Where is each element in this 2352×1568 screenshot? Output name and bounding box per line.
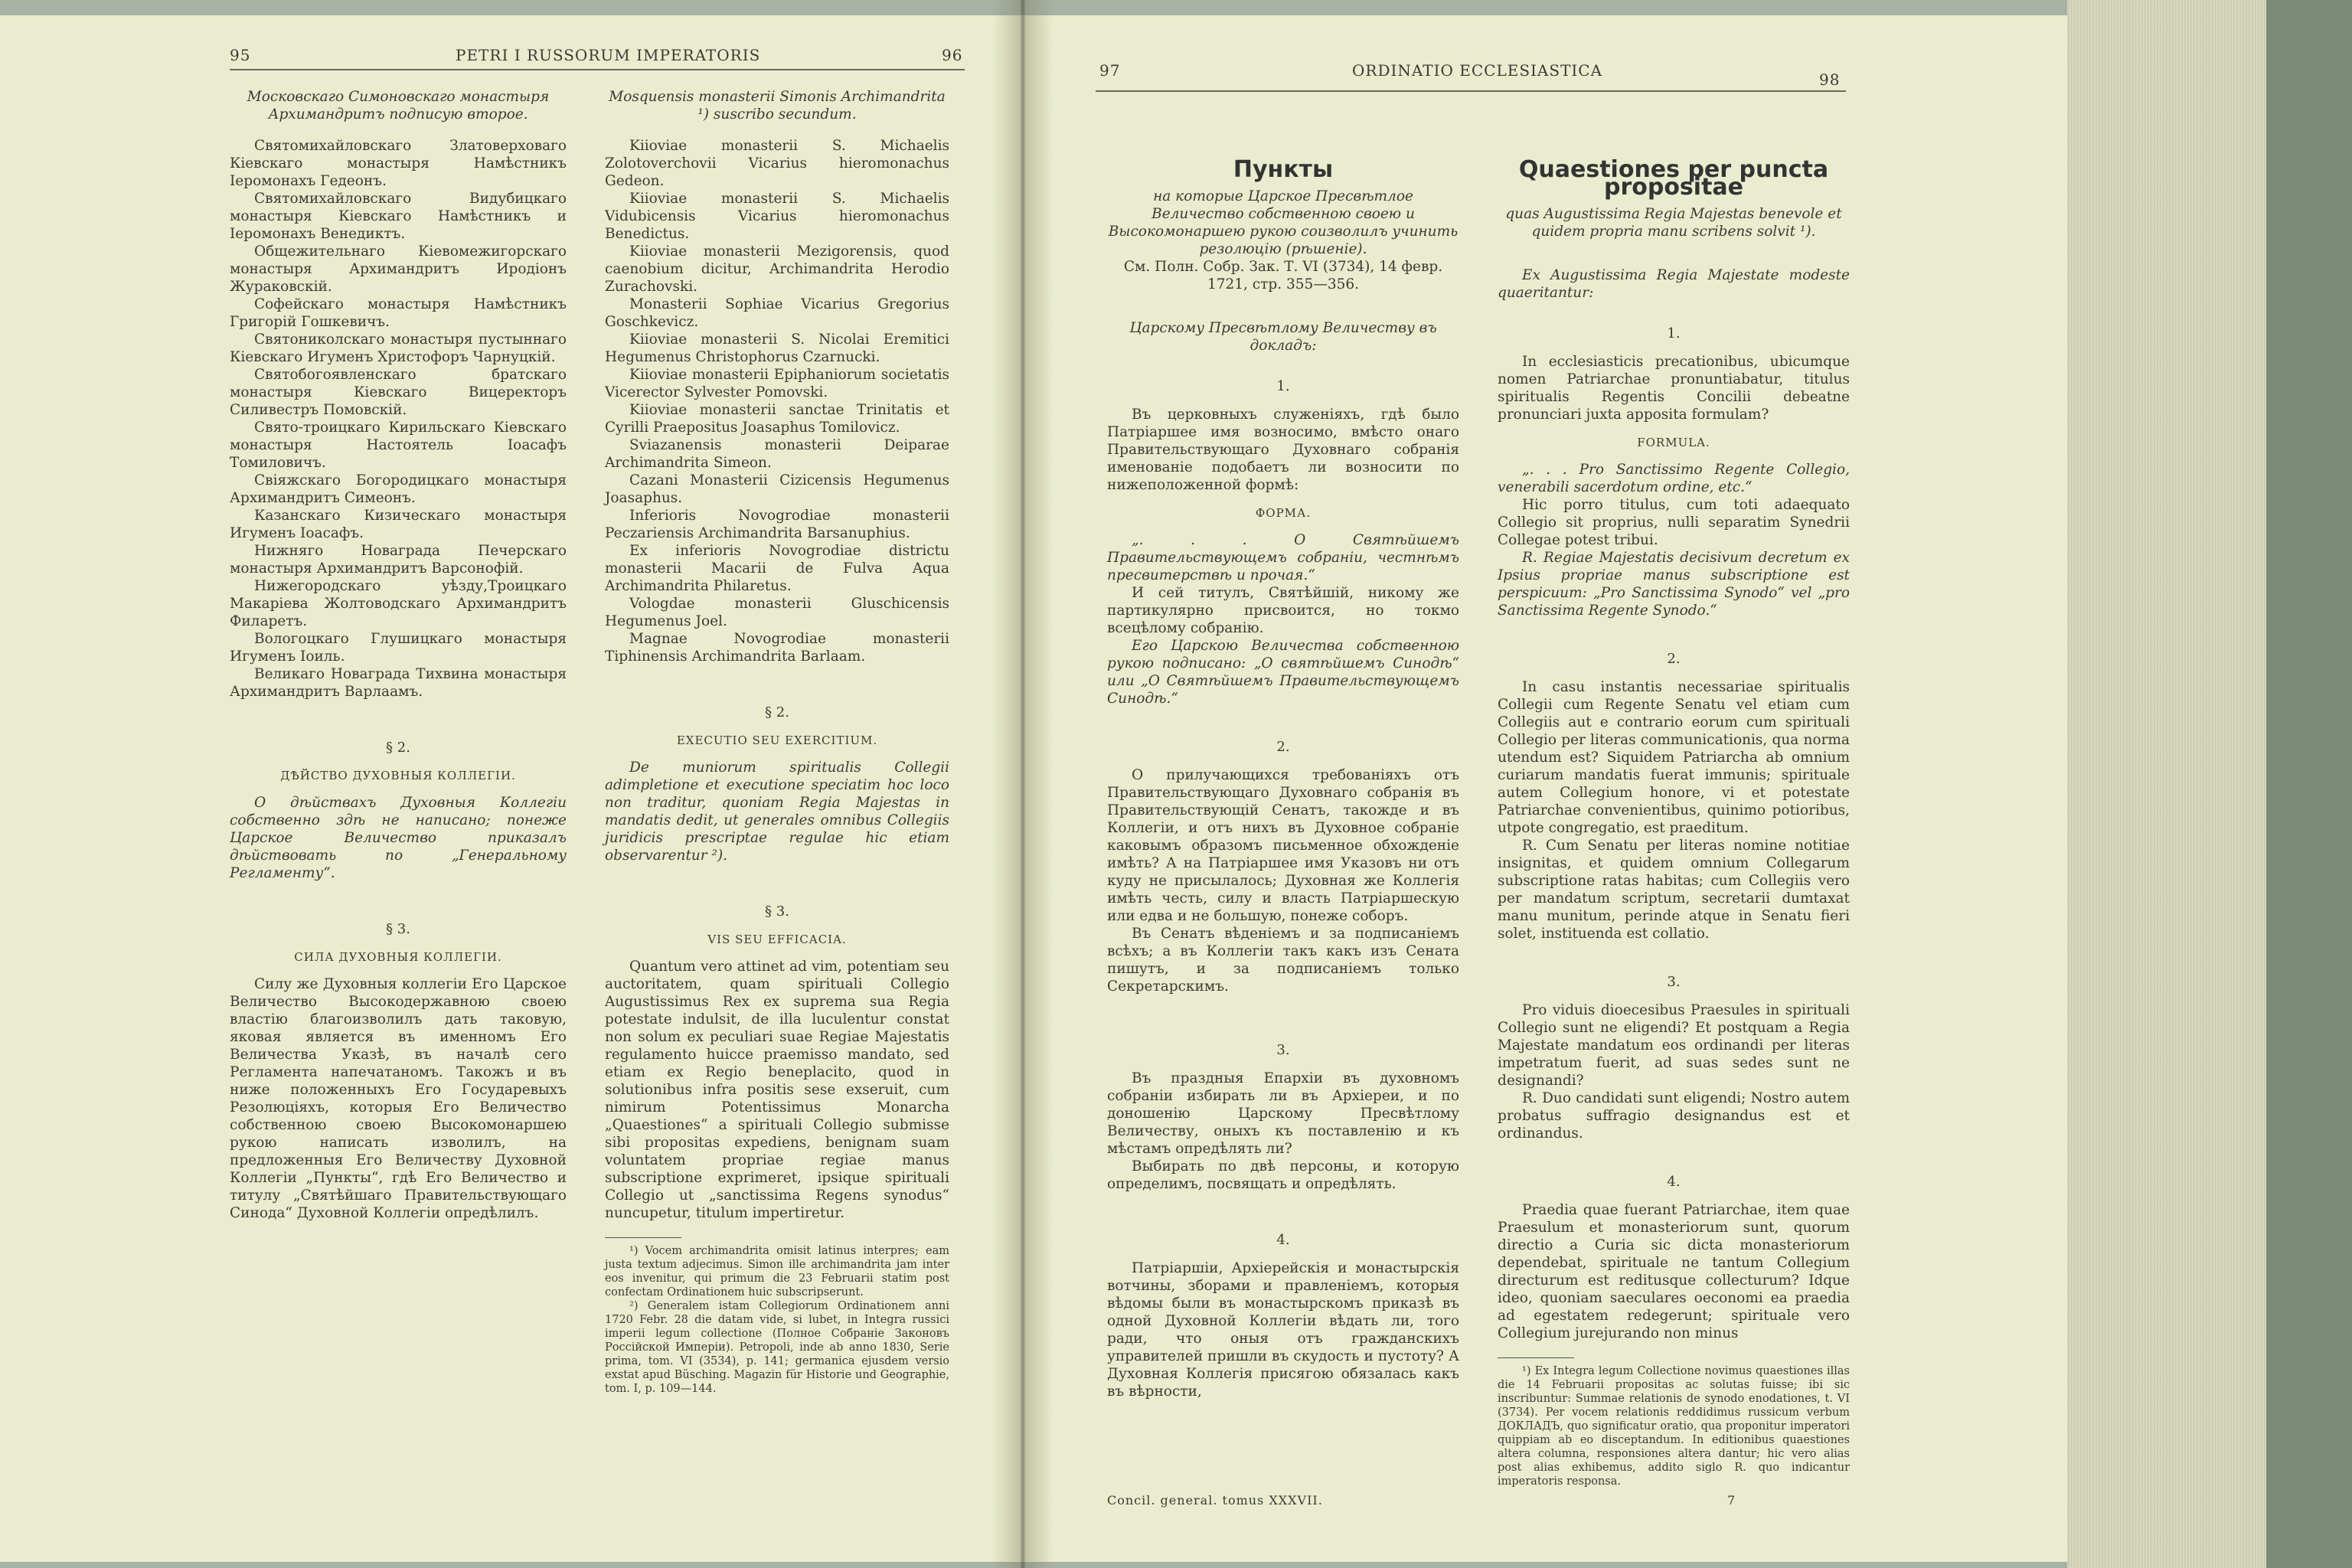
forma-text: „. . . О Святѣйшемъ Правительствующемъ собраніи, честнѣмъ пресвитерствѣ и прочая.“	[1107, 532, 1459, 583]
entry: Kiioviae monasterii S. Michaelis Zolotoverchovii Vicarius hieromonachus Gedeon.	[605, 138, 949, 189]
entry: Magnae Novogrodiae monasterii Tiphinensis Archimandrita Barlaam.	[605, 631, 949, 665]
formula-text: „. . . Pro Sanctissimo Regente Collegio, venerabili sacerdotum ordine, etc.“	[1498, 462, 1850, 495]
address: Ex Augustissima Regia Majestate modeste quaeritantur:	[1498, 267, 1850, 301]
entry: Inferioris Novogrodiae monasterii Peczariensis Archimandrita Barsanuphius.	[605, 508, 949, 541]
reference: См. Полн. Собр. Зак. Т. VI (3734), 14 февр. 1721, стр. 355—356.	[1123, 259, 1443, 292]
running-title-left: PETRI I RUSSORUM IMPERATORIS	[456, 46, 761, 64]
point-text: Въ праздныя Епархіи въ духовномъ собраніи избирать ли въ Архіереи, и по доношенію Царскому Пресвѣтлому Величеству, оныхъ къ поставленію и къ мѣстамъ опредѣлять ли?	[1107, 1070, 1459, 1157]
section-title: EXECUTIO SEU EXERCITIUM.	[676, 733, 878, 747]
point-number: 1.	[1276, 378, 1290, 394]
point-text: О прилучающихся требованіяхъ отъ Правительствующаго Духовнаго собранія въ Правительствующій Сенатъ, такожде и въ Коллегіи, и отъ нихъ въ Духовное собраніе каковымъ образомъ письменное обхожденіе имѣть? А на Патріаршее имя Указовъ ни отъ куду не присылалось; Духовная же Коллегія имѣть честь, силу и власть Патріаршескую или едва и не большую, понеже соборъ.	[1107, 767, 1459, 924]
book-gutter	[992, 0, 1054, 1568]
footnote-rule	[1498, 1357, 1574, 1358]
entry: Святониколскаго монастыря пустыннаго Кіевскаго Игуменъ Христофоръ Чарнуцкій.	[230, 332, 567, 365]
entry: Казанскаго Кизическаго монастыря Игуменъ Іоасафъ.	[230, 508, 567, 541]
entry: Софейскаго монастыря Намѣстникъ Григорій Гошкевичъ.	[230, 296, 567, 330]
point-number: 4.	[1276, 1232, 1290, 1248]
point-number: 4.	[1667, 1174, 1681, 1190]
entry: Kiioviae monasterii S. Michaelis Vidubicensis Vicarius hieromonachus Benedictus.	[605, 191, 949, 242]
heading: Московскаго Симоновскаго монастыря Архимандритъ подписую второе.	[247, 89, 550, 122]
right-page-header	[1023, 61, 2073, 92]
point-number: 2.	[1276, 739, 1290, 755]
entry: Cazani Monasterii Cizicensis Hegumenus Joasaphus.	[605, 472, 949, 506]
resolution: R. Cum Senatu per literas nomine notitiae insignitas, et quidem omnium Collegarum subscriptione ratas habitas; cum Collegiis vero per mandatum scriptum, secretarii dumtaxat manu munitum, perinde atque in Senatu fieri solet, instituenda est collatio.	[1498, 838, 1850, 942]
footnote: ²) Generalem istam Collegiorum Ordinationem anni 1720 Febr. 28 die datam vide, si lubet, in Integra russici imperii legum collectione (Полное Собраніе Законовъ Россійской Имперіи). Petropoli, inde ab anno 1830, Serie prima, tom. VI (3534), p. 141; germanica ejusdem versio exstat apud Büsching. Magazin für Historie und Geographie, tom. I, p. 109—144.	[605, 1300, 949, 1395]
entry: Нижняго Новаграда Печерскаго монастыря Архимандритъ Варсонофій.	[230, 543, 567, 577]
point-number: 3.	[1667, 974, 1681, 990]
page-number-95: 95	[230, 46, 251, 64]
right-col-latin	[1498, 156, 1850, 1488]
entry: Вологоцкаго Глушицкаго монастыря Игуменъ Іоиль.	[230, 631, 567, 665]
entry: Monasterii Sophiae Vicarius Gregorius Goschkevicz.	[605, 296, 949, 330]
entry: Kiioviae monasterii Epiphaniorum societatis Vicerector Sylvester Pomovski.	[605, 367, 949, 400]
left-col-latin	[605, 88, 949, 1396]
resolution: Выбирать по двѣ персоны, и которую определимъ, посвящать и опредѣлять.	[1107, 1158, 1459, 1192]
point-text: Pro viduis dioecesibus Praesules in spirituali Collegio sunt ne eligendi? Et postquam a Regia Majestate mandatum eos ordinandi per literas impetratum fuerit, ad suas sedes sunt ne designandi?	[1498, 1002, 1850, 1089]
intro: на которые Царское Пресвѣтлое Величество собственною своею и Высокомонаршею рукою соизволилъ учинить резолюцію (рѣшеніе).	[1108, 188, 1459, 257]
point-text: In ecclesiasticis precationibus, ubicumque nomen Patriarchae pronuntiabatur, titulus spiritualis Regentis Concilii debeatne pronunciari juxta apposita formulam?	[1498, 354, 1850, 423]
entry: Свіяжскаго Богородицкаго монастыря Архимандритъ Симеонъ.	[230, 472, 567, 506]
section-title: СИЛА ДУХОВНЫЯ КОЛЛЕГІИ.	[294, 950, 502, 964]
address: Царскому Пресвѣтлому Величеству въ докладъ:	[1129, 320, 1437, 354]
section-title: ДѢЙСТВО ДУХОВНЫЯ КОЛЛЕГІИ.	[280, 769, 516, 782]
page-number-97: 97	[1099, 61, 1121, 80]
forma-label: ФОРМА.	[1255, 506, 1312, 520]
title-punkty: Пункты	[1233, 156, 1334, 183]
resolution: Въ Сенатъ вѣденіемъ и за подписаніемъ всѣхъ; а въ Коллегіи такъ какъ изъ Сената пишутъ, и за подписаніемъ только Секретарскимъ.	[1107, 926, 1459, 995]
section-number: § 2.	[386, 740, 410, 756]
point-text: И сей титулъ, Святѣйшій, никому же партикулярно присвоится, но токмо всецѣлому собранію.	[1107, 585, 1459, 636]
running-title-right: ORDINATIO ECCLESIASTICA	[1352, 61, 1603, 80]
footer-signature: 7	[1727, 1493, 1736, 1508]
section-text: Силу же Духовныя коллегіи Его Царское Величество Высокодержавною своею властію благоизволилъ дать таковую, яковая является въ именномъ Его Величества Указѣ, въ началѣ сего Регламента напечатаномъ. Такожъ и въ ниже положенныхъ Его Государевыхъ Резолюціяхъ, которыя Его Величество собственною своею Высокомонаршею рукою написать изволилъ, на предложенныя Его Величеству Духовной Коллегіи „Пункты“, гдѣ Его Величество и титулу „Святѣйшаго Правительствующаго Синода“ Духовной Коллегіи опредѣлилъ.	[230, 976, 567, 1221]
left-col-russian	[230, 88, 567, 1222]
right-col-russian	[1107, 156, 1459, 1400]
entry: Kiioviae monasterii S. Nicolai Eremitici Hegumenus Christophorus Czarnucki.	[605, 332, 949, 365]
entry: Ex inferioris Novogrodiae districtu monasterii Macarii de Fulva Aqua Archimandrita Philaretus.	[605, 543, 949, 594]
entry: Святобогоявленскаго братскаго монастыря Кіевскаго Вицеректоръ Силивестръ Помовскій.	[230, 367, 567, 418]
entry: Kiioviae monasterii Mezigorensis, quod caenobium dicitur, Archimandrita Herodio Zurachovski.	[605, 243, 949, 295]
entry: Общежительнаго Кіевомежигорскаго монастыря Архимандритъ Иродіонъ Жураковскій.	[230, 243, 567, 295]
point-number: 3.	[1276, 1042, 1290, 1058]
section-title: VIS SEU EFFICACIA.	[707, 933, 847, 946]
entry: Святомихайловскаго Златоверховаго Кіевскаго монастыря Намѣстникъ Іеромонахъ Гедеонъ.	[230, 138, 567, 189]
point-text: Hic porro titulus, cum toti adaequato Collegio sit proprius, nulli separatim Synedrii Collegae potest tribui.	[1498, 497, 1850, 548]
heading: Mosquensis monasterii Simonis Archimandrita ¹) suscribo secundum.	[609, 89, 946, 122]
entry: Свято-троицкаго Кирильскаго Кіевскаго монастыря Настоятель Іоасафъ Томиловичъ.	[230, 420, 567, 471]
footer-series: Concil. general. tomus XXXVII.	[1107, 1493, 1323, 1508]
point-number: 2.	[1667, 651, 1681, 667]
header-rule-right	[1096, 90, 1846, 92]
formula-label: FORMULA.	[1637, 436, 1710, 449]
entry: Vologdae monasterii Gluschicensis Hegumenus Joel.	[605, 596, 949, 629]
left-page	[0, 15, 1023, 1562]
entry: Kiioviae monasterii sanctae Trinitatis et Cyrilli Praepositus Joasaphus Tomilovicz.	[605, 402, 949, 436]
section-text: De muniorum spiritualis Collegii adimpletione et executione speciatim hoc loco non traditur, quoniam Regia Majestas in mandatis dedit, ut generales omnibus Collegiis juridicis prescriptae regulae hic etiam observarentur ²).	[605, 760, 949, 864]
entry: Святомихайловскаго Видубицкаго монастыря Кіевскаго Намѣстникъ и Іеромонахъ Венедиктъ.	[230, 191, 567, 242]
left-page-header	[0, 46, 1023, 77]
section-text: Quantum vero attinet ad vim, potentiam seu auctoritatem, quam spirituali Collegio Augustissimus Rex ex suprema sua Regia potestate indulsit, de illa luculentur constat non solum ex peculiari suae Regiae Majestatis regulamento huicce praemisso mandato, sed etiam ex Regio beneplacito, quod in solutionibus infra positis sese exseruit, cum nimirum Potentissimus Monarcha „Quaestiones“ a spirituali Collegio submisse sibi propositas expediens, benignam suam voluntatem propriae regiae manus subscriptione exprimeret, ipsique spirituali Collegio ut „sanctissima Regens synodus“ nuncupetur, titulum impertiretur.	[605, 959, 949, 1221]
section-text: О дѣйствахъ Духовныя Коллегіи собственно здѣ не написано; понеже Царское Величество приказалъ дѣйствовать по „Генеральному Регламенту“.	[230, 795, 567, 881]
title-quaestiones: Quaestiones per puncta propositae	[1518, 156, 1829, 201]
point-text: Патріаршіи, Архіерейскія и монастырскія вотчины, зборами и правленіемъ, которыя вѣдомы были въ монастырскомъ приказѣ въ одной Духовной Коллегіи вѣдать ли, того ради, что оныя отъ гражданскихъ управителей пришли въ скудость и пустоту? А Духовная Коллегія присягою обязалась какъ въ вѣрности,	[1107, 1260, 1459, 1400]
intro: quas Augustissima Regia Majestas benevole et quidem propria manu scribens solvit ¹).	[1505, 206, 1842, 240]
footnote: ¹) Vocem archimandrita omisit latinus interpres; eam justa textum adjecimus. Simon ille archimandrita jam inter eos invenitur, qui primum die 23 Februarii statim post confectam Ordinationem huic subscripserunt.	[605, 1245, 949, 1298]
point-text: Praedia quae fuerant Patriarchae, item quae Praesulum et monasteriorum sunt, quorum directio a Curia sic dicta monasteriorum dependebat, spirituale ne tantum Collegium directurum est reditusque collecturum? Idque ideo, quoniam saeculares oeconomi ea praedia ad egestatem redegerunt; spirituale vero Collegium jurejurando non minus	[1498, 1202, 1850, 1341]
entry: Sviazanensis monasterii Deiparae Archimandrita Simeon.	[605, 437, 949, 471]
footnote: ¹) Ex Integra legum Collectione novimus quaestiones illas die 14 Februarii propositas ac solutas fuisse; ibi sic inscribuntur: Summae relationis de synodo enodationes, t. VI (3734). Per vocem relationis reddidimus russicum verbum ДОКЛАДЪ, quo significatur oratio, qua proponitur imperatori quippiam ab eo disceptandum. In editionibus quaestiones altera columna, responsiones altera dantur; hic vero alias post alias exhibemus, addito siglo R. quo indicantur imperatoris responsa.	[1498, 1365, 1850, 1488]
resolution: R. Duo candidati sunt eligendi; Nostro autem probatus suffragio designandus est et ordinandus.	[1498, 1090, 1850, 1142]
page-number-96: 96	[942, 46, 963, 64]
section-number: § 3.	[386, 921, 410, 937]
resolution: Его Царскою Величества собственною рукою подписано: „О святѣйшемъ Синодѣ“ или „О Святѣйшемъ Правительствующемъ Синодѣ.“	[1107, 638, 1459, 707]
right-page	[1023, 15, 2073, 1562]
point-text: In casu instantis necessariae spiritualis Collegii cum Regente Senatu vel etiam cum Collegiis aut e contrario eorum cum spirituali Collegio per literas communicationis, qua norma utendum est? Siquidem Patriarcha ab omnium curiarum mandatis fuerat immunis; spirituale autem Collegium honore, vi et potestate Patriarchae convenientibus, quinimo potioribus, utpote congregatio, est praeditum.	[1498, 679, 1850, 836]
page-number-98: 98	[1819, 70, 1841, 89]
entry: Нижегородскаго уѣзду,Троицкаго Макаріева Жолтоводскаго Архимандритъ Филаретъ.	[230, 578, 567, 629]
section-number: § 2.	[765, 704, 789, 720]
entry: Великаго Новаграда Тихвина монастыря Архимандритъ Варлаамъ.	[230, 666, 567, 700]
header-rule-left	[230, 69, 965, 70]
point-text: Въ церковныхъ служеніяхъ, гдѣ было Патріаршее имя возносимо, вмѣсто онаго Правительствующаго Духовнаго собранія именованіе подобаетъ ли возносити по нижеположенной формѣ:	[1107, 407, 1459, 493]
book-background	[2266, 0, 2352, 1568]
section-number: § 3.	[765, 903, 789, 920]
resolution: R. Regiae Majestatis decisivum decretum ex Ipsius propriae manus subscriptione est perspicuum: „Pro Sanctissima Synodo“ vel „pro Sanctissima Regente Synodo.“	[1498, 550, 1850, 619]
point-number: 1.	[1667, 325, 1681, 341]
footnote-rule	[605, 1237, 681, 1238]
